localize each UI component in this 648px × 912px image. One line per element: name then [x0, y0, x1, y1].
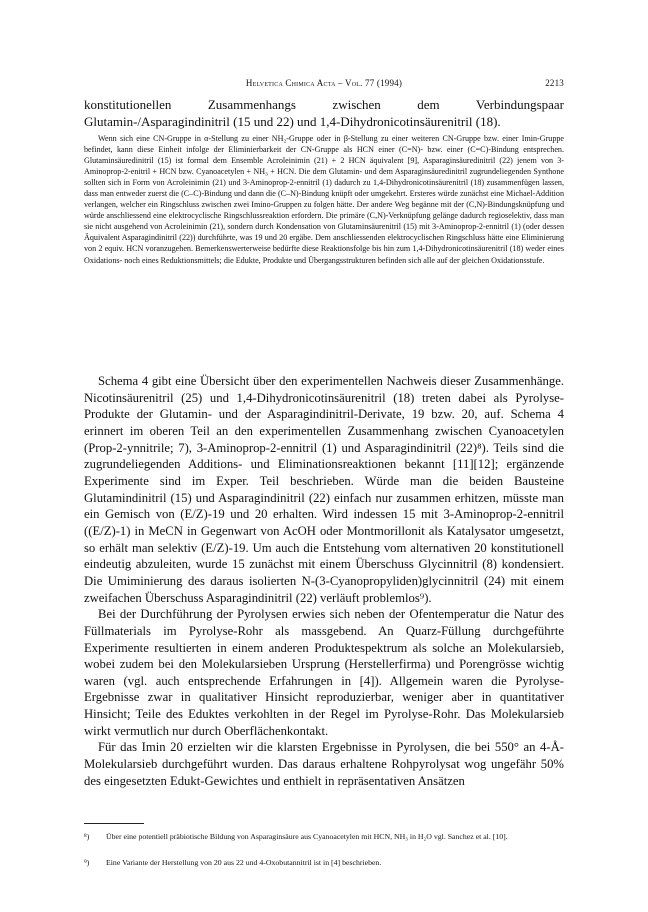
footnote-text: Über eine potentiell präbiotische Bildung von Asparaginsäure aus Cyanoacetylen mit HCN, NH₃ in H₂O vgl. Sanchez et al. [10].	[106, 832, 508, 841]
footnote-marker: ⁸)	[84, 832, 90, 841]
footnote-9	[84, 858, 564, 870]
body-paragraph-3: Für das Imin 20 erzielten wir die klarsten Ergebnisse in Pyrolysen, die bei 550° an 4-Å-Molekularsieb durchgeführt wurden. Das daraus erhaltene Rohpyrolysat wog ungefähr 50% des eingesetzten Edukt-Gewichtes und enthielt in repräsentativen Ansätzen	[84, 740, 564, 788]
footnote-rule	[84, 823, 144, 824]
journal-title: Helvetica Chimica Acta – Vol. 77 (1994)	[245, 78, 403, 88]
small-print-paragraph: Wenn sich eine CN-Gruppe in α-Stellung zu einer NH₂-Gruppe oder in β-Stellung zu einer weiteren CN-Gruppe bzw. einer Imin-Gruppe befindet, kann diese Einheit infolge der Eliminierbarkeit der CN-Gruppe als HCN einer (C=N)- bzw. einer (C=C)-Bindung entsprechen. Glutaminsäuredinitril (15) ist formal dem Ensemble Acroleinimin (21) + 2 HCN äquivalent [9], Asparaginsäuredinitril (22) jenem von 3-Aminoprop-2-enitril + HCN bzw. Cyanoacetylen + NH₃ + HCN. Die dem Glutamin- und dem Asparaginsäuredinitril zugrundeliegenden Synthone sollten sich in Form von Acroleinimin (21) und 3-Aminoprop-2-ennitril (1) dadurch zu 1,4-Dihydronicotinsäurenitril (18) zusammenfügen lassen, dass man entweder zuerst die (C–C)-Bindung und dann die (C–N)-Bindung knüpft oder umgekehrt. Ersteres würde zunächst eine Michael-Addition verlangen, welcher ein Ringschluss zwischen zwei Imino-Gruppen zu folgen hätte. Der andere Weg begänne mit der (C,N)-Bindungsknüpfung und würde anschliessend eine elektrocyclische Ringschlussreaktion erfordern. Die primäre (C,N)-Verknüpfung gelänge dadurch regioselektiv, dass man sie nicht ausgehend von Acroleinimin (21), sondern durch Kondensation von Glutaminsäurenitril (15) mit 3-Aminoprop-2-ennitril (1) (oder dessen Äquivalent Asparagindinitril (22)) durchführte, was 19 und 20 ergäbe. Dem anschliessenden elektrocyclischen Ringschluss hätte eine Eliminierung von 2 equiv. HCN voranzugehen. Bemerkenswerterweise bedürfte diese Reaktionsfolge bis hin zum 1,4-Dihydronicotinsäurenitril (18) weder eines Oxidations- noch eines Reduktionsmittels; die Edukte, Produkte und Übergangsstrukturen befinden sich alle auf der gleichen Oxidationsstufe.	[84, 134, 564, 265]
page-number: 2213	[545, 78, 564, 88]
main-text	[84, 373, 564, 789]
running-header	[84, 78, 564, 92]
footnote-marker: ⁹)	[84, 858, 90, 867]
lead-paragraph: konstitutionellen Zusammenhangs zwischen dem Verbindungspaar Glutamin-/Asparagindinitril (15 und 22) und 1,4-Dihydronicotinsäurenitril (18).	[84, 97, 564, 129]
footnote-text: Eine Variante der Herstellung von 20 aus 22 und 4-Oxobutannitril ist in [4] beschrieben.	[106, 858, 382, 867]
footnote-8	[84, 832, 564, 854]
body-paragraph-2: Bei der Durchführung der Pyrolysen erwies sich neben der Ofentemperatur die Natur des Füllmaterials im Pyrolyse-Rohr als massgebend. An Quarz-Füllung durchgeführte Experimente resultierten in einem anderen Produktespektrum als solche an Molekularsieb, wobei zudem bei den Molekularsieben Ursprung (Herstellerfirma) und Porengrösse wichtig waren (vgl. auch entsprechende Erfahrungen in [4]). Allgemein waren die Pyrolyse-Ergebnisse zwar in qualitativer Hinsicht reproduzierbar, weniger aber in quantitativer Hinsicht; Teile des Eduktes verkohlten in der Regel im Pyrolyse-Rohr. Das Molekularsieb wirkt vermutlich nur durch Oberflächenkontakt.	[84, 607, 564, 738]
body-paragraph-1: Schema 4 gibt eine Übersicht über den experimentellen Nachweis dieser Zusammenhänge. Nicotinsäurenitril (25) und 1,4-Dihydronicotinsäurenitril (18) treten dabei als Pyrolyse-Produkte der Glutamin- und der Asparagindinitril-Derivate, 19 bzw. 20, auf. Schema 4 erinnert im oberen Teil an den experimentellen Zusammenhang zwischen Cyanoacetylen (Prop-2-ynnitrile; 7), 3-Aminoprop-2-ennitril (1) und Asparagindinitril (22)⁸). Teils sind die zugrundeliegenden Additions- und Eliminationsreaktionen bekannt [11][12]; ergänzende Experimente sind im Exper. Teil beschrieben. Würde man die beiden Bausteine Glutamindinitril (15) und Asparagindinitril (22) einfach nur zusammen erhitzen, müsste man ein Gemisch von (E/Z)-19 und 20 erhalten. Wird indessen 15 mit 3-Aminoprop-2-ennitril ((E/Z)-1) in MeCN in Gegenwart von AcOH oder Montmorillonit als Katalysator umgesetzt, so erhält man selektiv (E/Z)-19. Um auch die Entstehung vom alternativen 20 konstitutionell eindeutig abzuleiten, wurde 15 zunächst mit einem Überschuss Glycinnitril (8) kondensiert. Die Umiminierung des daraus isolierten N-(3-Cyanopropyliden)glycinnitril (24) mit einem zweifachen Überschuss Asparagindinitril (22) verläuft problemlos⁹).	[84, 374, 564, 605]
